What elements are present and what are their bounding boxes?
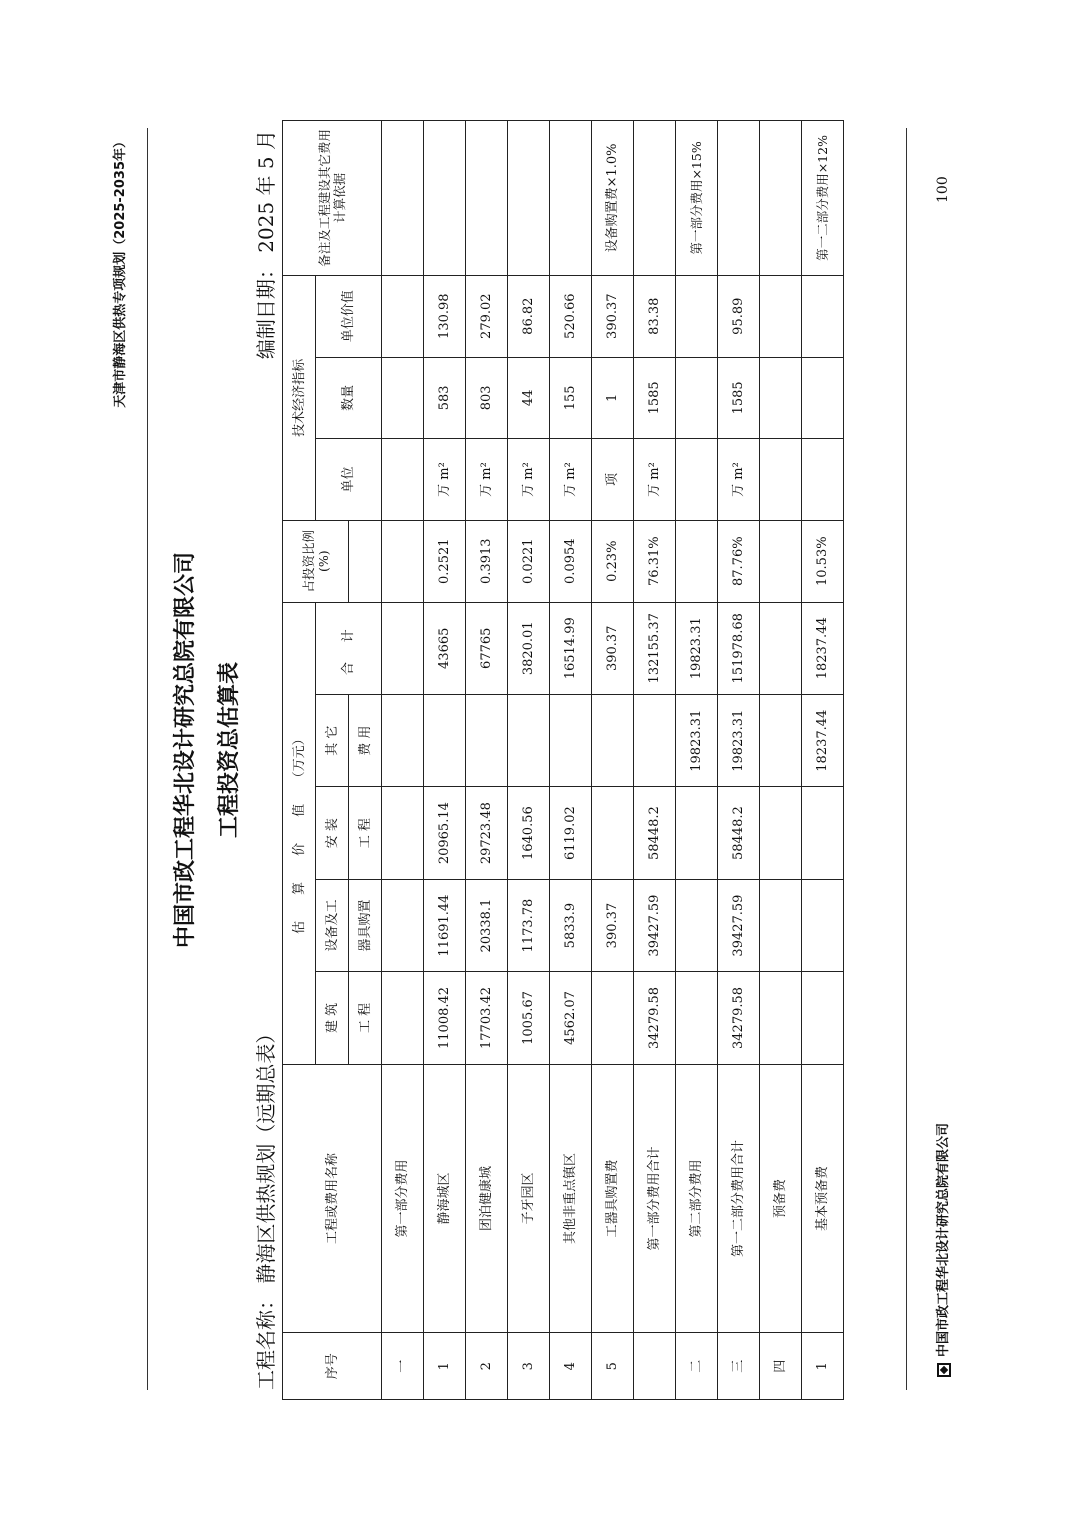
col-name: 工程或费用名称	[283, 1064, 382, 1333]
table-row: 一 第一部分费用	[382, 121, 424, 1400]
col-unit: 单位	[316, 439, 382, 521]
company-title: 中国市政工程华北设计研究总院有限公司	[172, 552, 198, 949]
col-quantity: 数量	[316, 357, 382, 439]
table-row: 三 第一二部分费用合计 34279.58 39427.59 58448.2 19823.31 151978.68 87.76% 万 m² 1585 95.89	[718, 121, 760, 1400]
col-ratio-sub	[349, 520, 382, 602]
col-equipment-sub: 器具购置	[349, 879, 382, 971]
footer-rule	[906, 128, 907, 1390]
table-row: 四 预备费	[760, 121, 802, 1400]
header-rule	[147, 128, 148, 1390]
table-row: 2 团泊健康城 17703.42 20338.1 29723.48 67765 0.3913 万 m² 803 279.02	[466, 121, 508, 1400]
col-building-sub: 工 程	[349, 972, 382, 1064]
footer	[932, 1057, 956, 1377]
col-estimate-group: 估 算 价 值 （万元）	[283, 602, 316, 1064]
table-row: 3 子牙园区 1005.67 1173.78 1640.56 3820.01 0.0221 万 m² 44 86.82	[508, 121, 550, 1400]
col-other: 其 它	[316, 695, 349, 787]
table-row: 4 其他非重点镇区 4562.07 5833.9 6119.02 16514.99 0.0954 万 m² 155 520.66	[550, 121, 592, 1400]
table-row: 二 第二部分费用 19823.31 19823.31 第一部分费用×15%	[676, 121, 718, 1400]
col-building: 建 筑	[316, 972, 349, 1064]
col-equipment: 设备及工	[316, 879, 349, 971]
page-number: 100	[935, 176, 951, 203]
col-unit-value: 单位价值	[316, 275, 382, 357]
table-title: 工程投资总估算表	[216, 662, 242, 839]
compile-date: 编制日期： 2025 年 5 月	[254, 130, 278, 360]
col-remark: 备注及工程建设其它费用计算依据	[283, 121, 382, 276]
table-row: 1 静海城区 11008.42 11691.44 20965.14 43665 0.2521 万 m² 583 130.98	[424, 121, 466, 1400]
running-header-text: 天津市静海区供热专项规划（2025-2035年）	[113, 135, 128, 408]
table-row: 1 基本预备费 18237.44 18237.44 10.53% 第一二部分费用×12%	[802, 121, 844, 1400]
company-logo-icon	[937, 1363, 951, 1377]
col-tech-group: 技术经济指标	[283, 275, 316, 520]
col-other-sub: 费 用	[349, 695, 382, 787]
estimate-table	[282, 120, 844, 1400]
rotated-content	[165, 100, 905, 1400]
running-header	[103, 0, 139, 1520]
col-seq: 序号	[283, 1333, 382, 1400]
project-name: 工程名称： 静海区供热规划（远期总表）	[254, 1023, 278, 1390]
table-row: 第一部分费用合计 34279.58 39427.59 58448.2 132155.37 76.31% 万 m² 1585 83.38	[634, 121, 676, 1400]
table-row: 5 工器具购置费 390.37 390.37 0.23% 项 1 390.37 设备购置费×1.0%	[592, 121, 634, 1400]
footer-company: 中国市政工程华北设计研究总院有限公司	[936, 1122, 951, 1357]
col-install: 安 装	[316, 787, 349, 879]
col-total: 合 计	[316, 602, 382, 694]
col-ratio: 占投资比例(%)	[283, 520, 349, 602]
col-install-sub: 工 程	[349, 787, 382, 879]
